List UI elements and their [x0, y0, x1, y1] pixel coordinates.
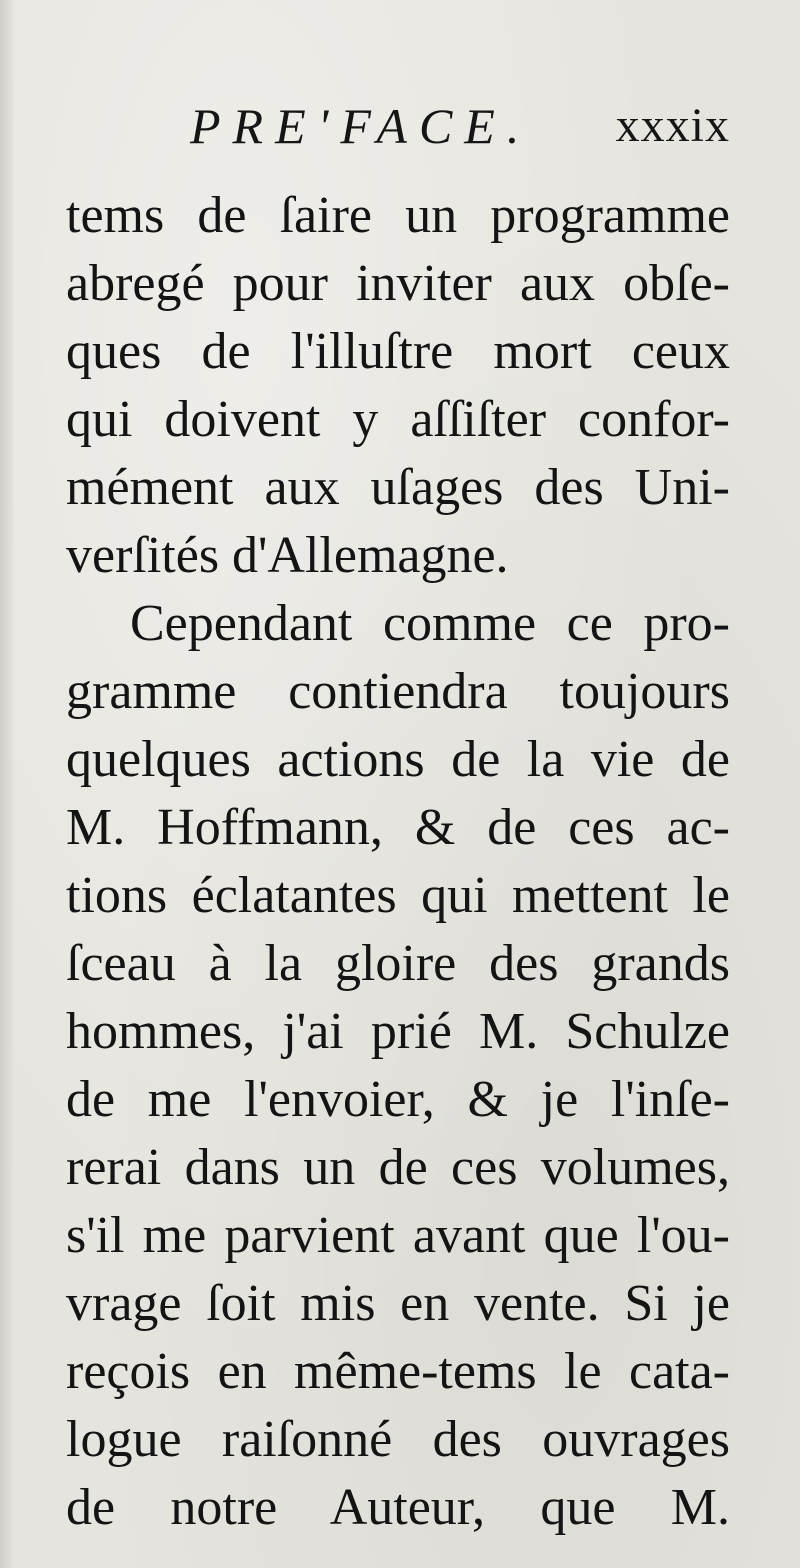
text-line: Cependant comme ce pro-	[130, 595, 730, 652]
paragraph-1	[66, 182, 730, 590]
text-line: quelques actions de la vie de	[66, 731, 730, 788]
text-line: abregé pour inviter aux obſe-	[66, 255, 730, 312]
paragraph-2	[66, 590, 730, 1542]
text-line: s'il me parvient avant que l'ou-	[66, 1207, 730, 1264]
text-line: vrage ſoit mis en vente. Si je	[66, 1275, 730, 1332]
page-edge-shadow	[0, 0, 14, 1568]
text-line: mément aux uſages des Uni-	[66, 459, 730, 516]
body-text	[66, 182, 730, 1542]
text-line: tems de ſaire un programme	[66, 187, 730, 244]
text-line: qui doivent y aſſiſter confor-	[66, 391, 730, 448]
text-line: M. Hoffmann, & de ces ac-	[66, 799, 730, 856]
text-line: verſités d'Allemagne.	[66, 527, 509, 584]
text-line: de notre Auteur, que M.	[66, 1479, 730, 1536]
text-line: reçois en même-tems le cata-	[66, 1343, 730, 1400]
page-header	[190, 96, 730, 166]
text-line: rerai dans un de ces volumes,	[66, 1139, 730, 1196]
page-number: xxxix	[615, 99, 730, 152]
text-line: de me l'envoier, & je l'inſe-	[66, 1071, 730, 1128]
text-line: ques de l'illuſtre mort ceux	[66, 323, 730, 380]
text-line: ſceau à la gloire des grands	[66, 935, 730, 992]
text-line: hommes, j'ai prié M. Schulze	[66, 1003, 730, 1060]
text-line: logue raiſonné des ouvrages	[66, 1411, 730, 1468]
text-line: gramme contiendra toujours	[66, 663, 730, 720]
running-title: PRE'FACE.	[190, 98, 532, 154]
text-line: tions éclatantes qui mettent le	[66, 867, 730, 924]
